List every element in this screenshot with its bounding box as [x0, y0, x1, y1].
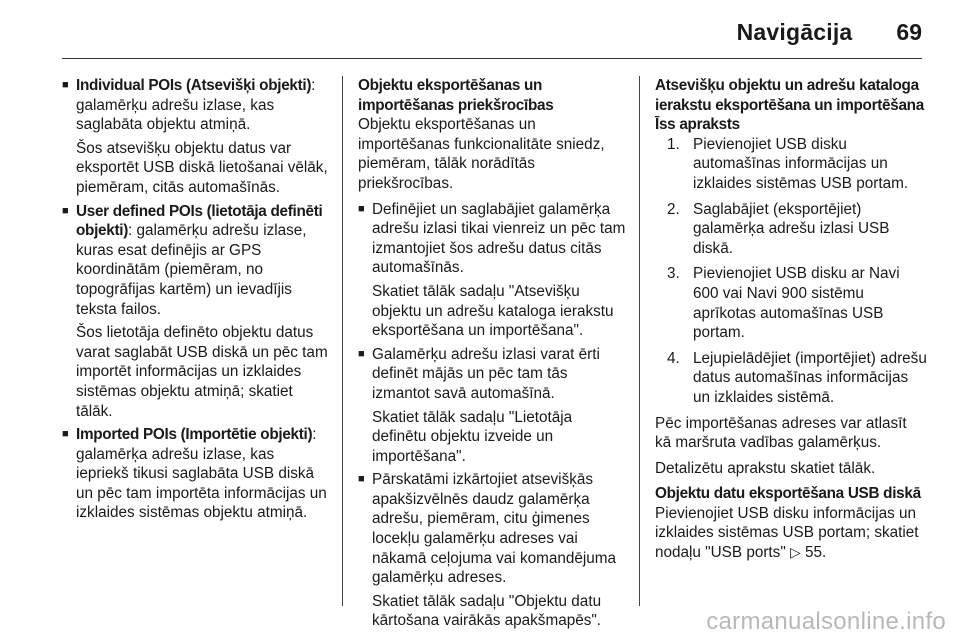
column-3 [655, 76, 927, 563]
step-item: 1. Pievienojiet USB disku automašīnas informācijas un izklaides sistēmas USB portam. [667, 135, 909, 192]
item-text: ■ Definējiet un saglabājiet galamērķa adrešu izlasi tikai vienreiz un pēc tam izmantojiet šos adrešu datus citās automašīnās. [372, 200, 626, 277]
page-number: 69 [896, 18, 922, 45]
page-header [737, 12, 922, 52]
item-title: Individual POIs (Atsevišķi objekti) [76, 77, 312, 94]
item-title: User defined POIs (lietotāja definēti objekti) [76, 202, 323, 240]
item-title: Imported POIs (Importētie objekti) [76, 426, 313, 444]
section-2-text: Pievienojiet USB disku informācijas un izklaides sistēmas USB portam; skatiet nodaļu "USB ports" ▷ 55. [655, 504, 919, 562]
column-1 [62, 76, 330, 527]
list-item [358, 200, 626, 341]
item-extra: Skatiet tālāk sadaļu "Objektu datu kārtošana vairākās apakšmapēs". [372, 592, 602, 630]
list-item [358, 345, 626, 467]
item-text: galamērķu adrešu izlase, kas saglabāta objektu atmiņā. [76, 96, 275, 134]
page-title: Navigācija [736, 18, 853, 45]
list-item: ■ Imported POIs (Importētie objekti): galamērķa adrešu izlase, kas iepriekš tikusi saglabāta USB diskā un pēc tam importēta informācijas un izklaides sistēmas objektu atmiņā. [62, 425, 330, 523]
item-text: galamērķa adrešu izlase, kas iepriekš tikusi saglabāta USB diskā un pēc tam importēta informācijas un izklaides sistēmas objektu atmiņā. [76, 445, 327, 522]
section-heading: Objektu eksportēšanas un importēšanas priekšrocības [358, 77, 554, 114]
item-extra: Skatiet tālāk sadaļu "Lietotāja definētu objektu izveide un importēšana". [372, 408, 573, 465]
page-ref-link[interactable]: 55. [805, 544, 827, 562]
sub-heading: Īss apraksts [655, 116, 740, 134]
header-divider [62, 58, 922, 59]
section-intro: Objektu eksportēšanas un importēšanas funkcionalitāte sniedz, piemēram, tālāk norādītās priekšrocības. [358, 116, 605, 192]
watermark: carmanualsonline.info [706, 608, 946, 635]
after-steps-text: Pēc importēšanas adreses var atlasīt kā maršruta vadības galamērķus. [655, 414, 907, 452]
section-heading: Atsevišķu objektu un adrešu kataloga ierakstu eksportēšana un importēšana [655, 77, 924, 114]
item-extra: Šos lietotāja definēto objektu datus varat saglabāt USB diskā un pēc tam importēt informācijas un izklaides sistēmas objektu atmiņā; skatiet tālāk. [76, 324, 328, 420]
column-2 [358, 76, 626, 635]
list-item [358, 470, 626, 631]
item-text: ■ Galamērķu adrešu izlasi varat ērti definēt mājās un pēc tam tās izmantot savā automašīnā. [372, 345, 600, 402]
step-item: 3. Pievienojiet USB disku ar Navi 600 vai Navi 900 sistēmu aprīkotas automašīnas USB portam. [667, 265, 900, 342]
item-extra: Šos atsevišķu objektu datus var eksportēt USB diskā lietošanai vēlāk, piemēram, citās automašīnās. [76, 139, 328, 196]
column-divider-2 [639, 76, 640, 606]
list-item: ■ Individual POIs (Atsevišķi objekti): galamērķu adrešu izlase, kas saglabāta objektu atmiņā. Šos atsevišķu objektu datus var eksportēt USB diskā lietošanai vēlāk, piemēram, citās automašīnās. [62, 76, 330, 198]
step-item: 2. Saglabājiet (eksportējiet) galamērķa adrešu izlasi USB diskā. [667, 200, 890, 257]
item-extra: Skatiet tālāk sadaļu "Atsevišķu objektu un adrešu kataloga ierakstu eksportēšana un importēšana". [372, 282, 614, 340]
step-item: 4. Lejupielādējiet (importējiet) adrešu datus automašīnas informācijas un izklaides sistēmā. [667, 349, 927, 406]
item-text: galamērķu adrešu izlase, kuras esat definējis ar GPS koordinātām (piemēram, no topogrāfijas kartēm) un ievadījis teksta failos. [76, 222, 307, 318]
details-text: Detalizētu aprakstu skatiet tālāk. [655, 459, 876, 477]
column-divider-1 [342, 76, 343, 606]
steps-list [667, 135, 927, 408]
item-text: ■ Pārskatāmi izkārtojiet atsevišķās apakšizvēlnēs daudz galamērķa adrešu, piemēram, citu ģimenes locekļu galamērķu adreses vai nākamā ceļojuma vai komandējuma galamērķu adreses. [372, 471, 617, 587]
section-heading-2: Objektu datu eksportēšana USB diskā [655, 485, 921, 503]
page-ref-arrow-icon: ▷ [790, 544, 801, 561]
list-item: ■ User defined POIs (lietotāja definēti objekti): galamērķu adrešu izlase, kuras esat definējis ar GPS koordinātām (piemēram, no topogrāfijas kartēm) un ievadījis teksta failos. Šos lietotāja definēto objektu datus varat saglabāt USB diskā un pēc tam importēt informācijas un izklaides sistēmas objektu atmiņā; skatiet tālāk. [62, 202, 330, 422]
